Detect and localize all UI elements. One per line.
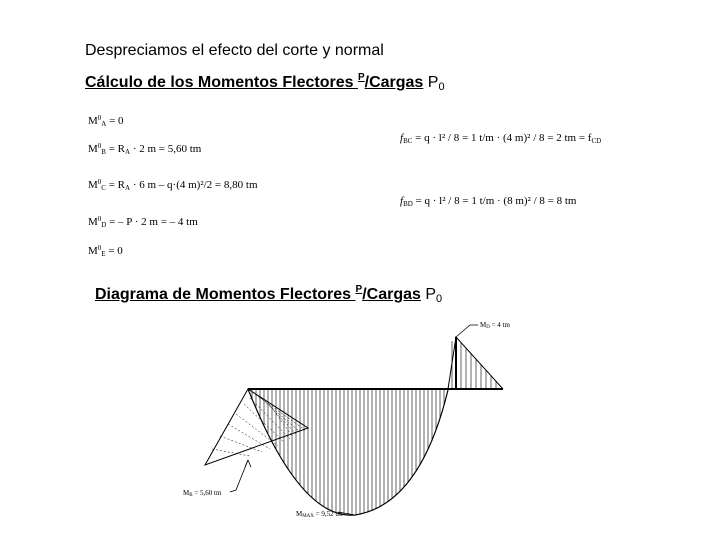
leader-lines bbox=[230, 325, 478, 515]
hatch-triangle bbox=[212, 392, 305, 456]
heading-underlined-after: /Cargas bbox=[362, 286, 421, 303]
hatch-vertical bbox=[252, 389, 444, 515]
moment-equation-b: $M^0B$ = RA · 2 m = 5,60 tm bbox=[88, 142, 202, 156]
heading-superscript: P bbox=[355, 284, 363, 295]
flex-equation-bc: fBC = q · l² / 8 = 1 t/m · (4 m)² / 8 = 2 tm = fCD bbox=[400, 132, 602, 145]
intro-text: Despreciamos el efecto del corte y normal bbox=[85, 42, 384, 59]
moment-equation-e: $M^0E = 0$ bbox=[88, 244, 123, 258]
heading-underlined-text: Cálculo de los Momentos Flectores bbox=[85, 74, 358, 91]
moment-equation-a: $M^0A = 0$ bbox=[88, 114, 124, 128]
heading-underlined-text: Diagrama de Momentos Flectores bbox=[95, 286, 356, 303]
heading-superscript: P bbox=[357, 72, 365, 83]
flex-equation-bd: fBD = q · l² / 8 = 1 t/m · (8 m)² / 8 = 8 tm bbox=[400, 195, 577, 208]
heading-subscript: 0 bbox=[438, 81, 445, 93]
heading-tail: P bbox=[423, 74, 439, 91]
left-triangle-outline bbox=[205, 389, 308, 465]
heading-underlined-after: /Cargas bbox=[364, 74, 424, 91]
cantilever-hatch bbox=[452, 337, 496, 389]
heading-subscript: 0 bbox=[436, 293, 443, 305]
moment-equation-c: $M^0C$ = RA · 6 m – q·(4 m)²/2 = 8,80 tm bbox=[88, 178, 258, 192]
label-mmax: MMAX = 9,52 tm bbox=[296, 510, 343, 519]
moment-equation-d: $M^0D$ = – P · 2 m = – 4 tm bbox=[88, 215, 198, 229]
label-md: MD = 4 tm bbox=[480, 321, 510, 330]
heading-tail: P bbox=[420, 286, 437, 303]
label-mb: MB = 5,60 tm bbox=[183, 489, 222, 498]
